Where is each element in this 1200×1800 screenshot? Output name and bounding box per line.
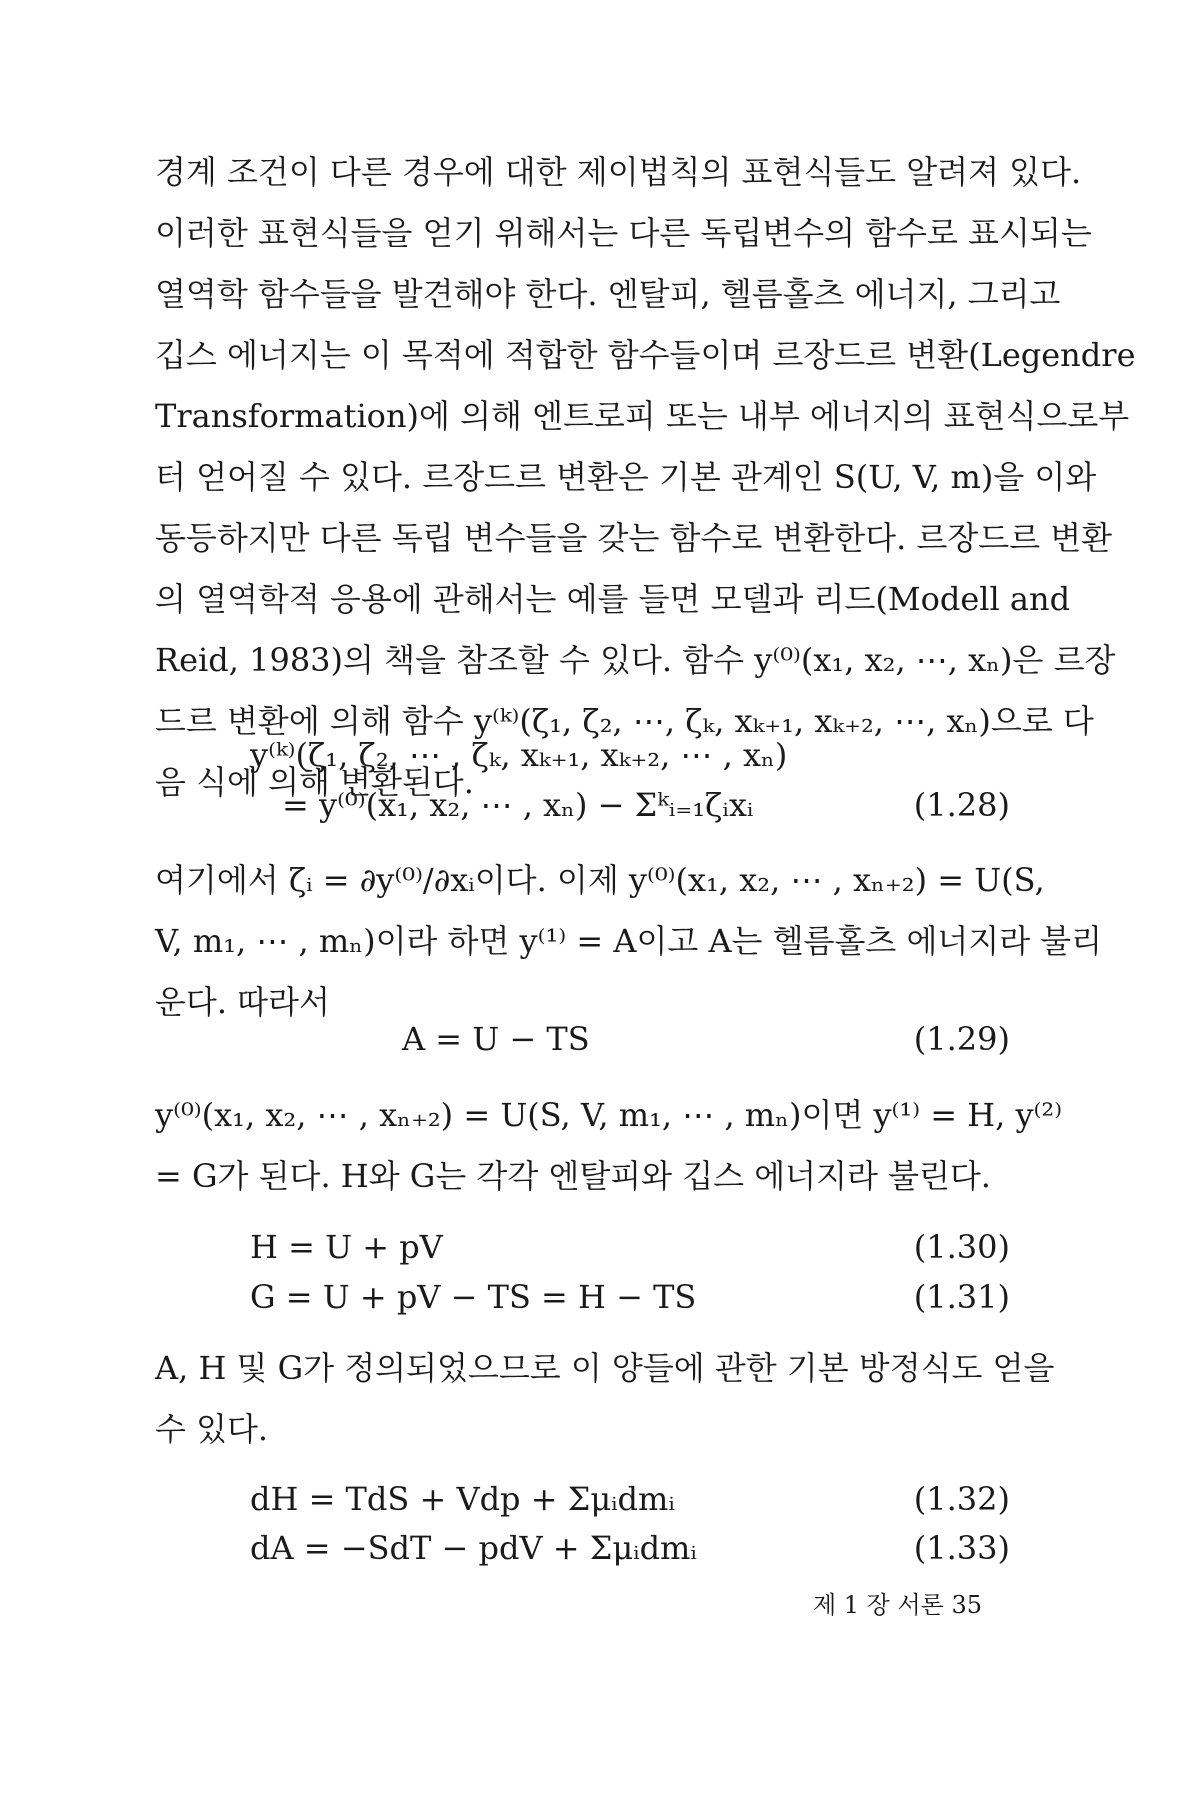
equation-1-31: G = U + pV − TS = H − TS [250,1278,697,1316]
text-line: = G가 된다. H와 G는 각각 엔탈피와 깁스 에너지라 불린다. [155,1157,991,1195]
text-line: 터 얻어질 수 있다. 르장드르 변환은 기본 관계인 S(U, V, m)을 이와 [155,458,1097,496]
paragraph-enthalpy-gibbs [155,1085,1063,1207]
text-line: y⁽⁰⁾(x₁, x₂, ⋯ , xₙ₊₂) = U(S, V, m₁, ⋯ , mₙ)이면 y⁽¹⁾ = H, y⁽²⁾ [155,1096,1063,1134]
text-line: 드르 변환에 의해 함수 y⁽ᵏ⁾(ζ₁, ζ₂, ⋯, ζₖ, xₖ₊₁, xₖ₊₂, ⋯, xₙ)으로 다 [155,702,1094,740]
paragraph-helmholtz [155,850,1103,1033]
text-line: 운다. 따라서 [155,983,330,1021]
text-line: A, H 및 G가 정의되었으므로 이 양들에 관한 기본 방정식도 얻을 [155,1349,1055,1387]
text-line: 열역학 함수들을 발견해야 한다. 엔탈피, 헬름홀츠 에너지, 그리고 [155,275,1061,313]
equation-number-1-33: (1.33) [913,1529,1010,1567]
equation-1-29: A = U − TS [402,1020,590,1058]
equation-1-30: H = U + pV [250,1228,443,1266]
equation-1-28-line2: = y⁽⁰⁾(x₁, x₂, ⋯ , xₙ) − Σᵏᵢ₌₁ζᵢxᵢ [282,786,754,824]
equation-1-28-line1: y⁽ᵏ⁾(ζ₁, ζ₂, ⋯ , ζₖ, xₖ₊₁, xₖ₊₂, ⋯ , xₙ) [250,736,788,774]
equation-1-33: dA = −SdT − pdV + Σμᵢdmᵢ [250,1529,697,1567]
paragraph-legendre-intro [155,142,1136,813]
text-line: 이러한 표현식들을 얻기 위해서는 다른 독립변수의 함수로 표시되는 [155,214,1092,252]
paragraph-fundamental-equations [155,1338,1055,1460]
equation-number-1-31: (1.31) [913,1278,1010,1316]
text-line: Transformation)에 의해 엔트로피 또는 내부 에너지의 표현식으로부 [155,397,1130,435]
equation-1-32: dH = TdS + Vdp + Σμᵢdmᵢ [250,1480,675,1518]
text-line: 경계 조건이 다른 경우에 대한 제이법칙의 표현식들도 알려져 있다. [155,153,1082,191]
equation-number-1-28: (1.28) [913,786,1010,824]
text-line: 여기에서 ζᵢ = ∂y⁽⁰⁾/∂xᵢ이다. 이제 y⁽⁰⁾(x₁, x₂, ⋯ , xₙ₊₂) = U(S, [155,861,1045,899]
page-footer: 제 1 장 서론 35 [812,1591,982,1619]
equation-number-1-29: (1.29) [913,1020,1010,1058]
text-line: 음 식에 의해 변환된다. [155,763,474,801]
text-line: 깁스 에너지는 이 목적에 적합한 함수들이며 르장드르 변환(Legendre [155,336,1136,374]
text-line: Reid, 1983)의 책을 참조할 수 있다. 함수 y⁽⁰⁾(x₁, x₂, ⋯, xₙ)은 르장 [155,641,1116,679]
equation-number-1-30: (1.30) [913,1228,1010,1266]
text-line: 동등하지만 다른 독립 변수들을 갖는 함수로 변환한다. 르장드르 변환 [155,519,1113,557]
text-line: V, m₁, ⋯ , mₙ)이라 하면 y⁽¹⁾ = A이고 A는 헬름홀츠 에너지라 불리 [155,922,1103,960]
text-line: 수 있다. [155,1410,269,1448]
text-line: 의 열역학적 응용에 관해서는 예를 들면 모델과 리드(Modell and [155,580,1071,618]
equation-number-1-32: (1.32) [913,1480,1010,1518]
